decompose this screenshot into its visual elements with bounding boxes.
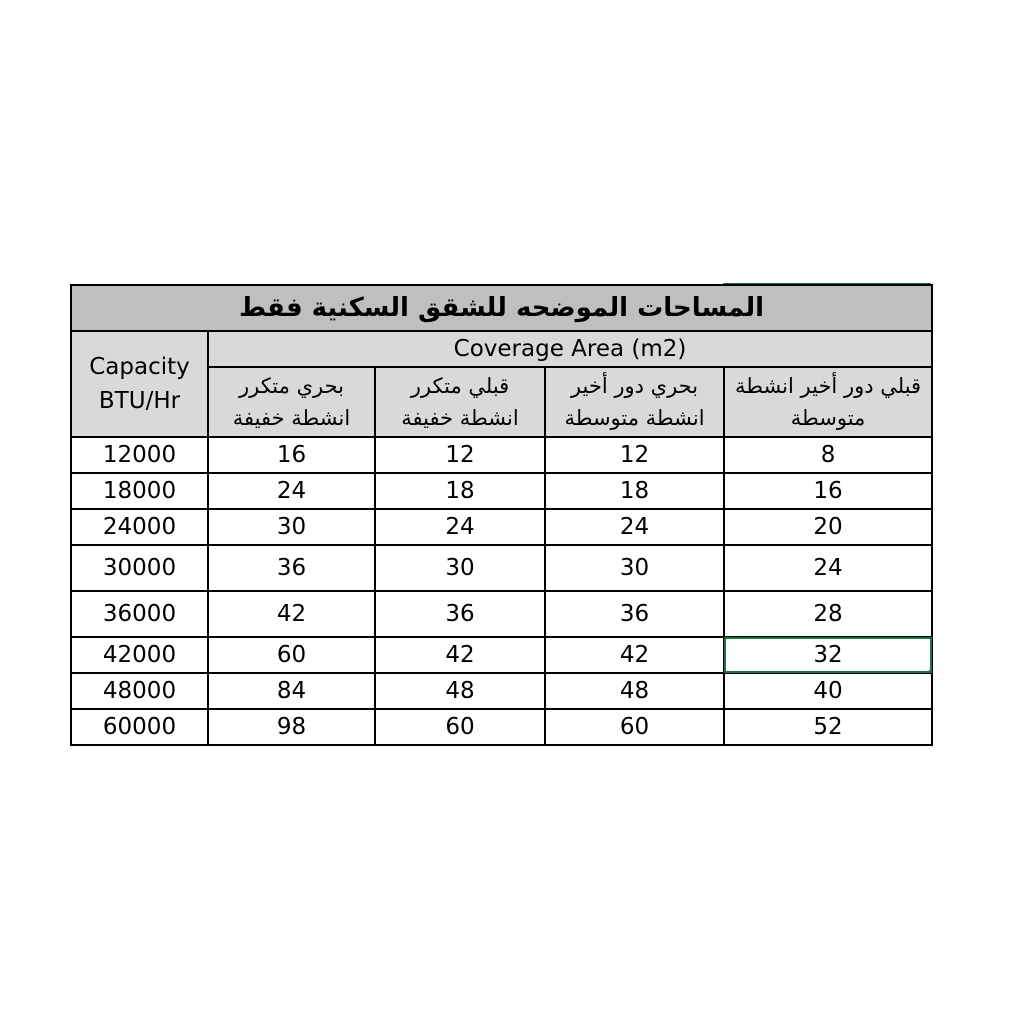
coverage-cell[interactable]: 30 <box>375 545 545 591</box>
table-row <box>71 545 932 591</box>
column-header-1[interactable] <box>208 367 375 437</box>
coverage-cell[interactable]: 12 <box>545 437 724 473</box>
coverage-cell[interactable]: 24 <box>375 509 545 545</box>
coverage-cell[interactable]: 42 <box>208 591 375 637</box>
coverage-cell[interactable]: 84 <box>208 673 375 709</box>
coverage-cell[interactable]: 24 <box>724 545 932 591</box>
spreadsheet-area <box>70 284 933 746</box>
capacity-header[interactable] <box>71 331 208 437</box>
capacity-cell[interactable]: 42000 <box>71 637 208 673</box>
table-row <box>71 509 932 545</box>
coverage-cell[interactable]: 8 <box>724 437 932 473</box>
coverage-cell[interactable]: 40 <box>724 673 932 709</box>
table-title[interactable]: المساحات الموضحه للشقق السكنية فقط <box>71 285 932 331</box>
capacity-cell[interactable]: 18000 <box>71 473 208 509</box>
coverage-cell[interactable]: 36 <box>208 545 375 591</box>
coverage-cell[interactable]: 18 <box>375 473 545 509</box>
coverage-table <box>70 284 933 746</box>
capacity-header-line1: Capacity <box>89 354 190 380</box>
table-row <box>71 709 932 745</box>
capacity-cell[interactable]: 30000 <box>71 545 208 591</box>
coverage-cell[interactable]: 16 <box>724 473 932 509</box>
table-row <box>71 591 932 637</box>
table-row <box>71 473 932 509</box>
column-header-4[interactable] <box>724 367 932 437</box>
coverage-cell[interactable]: 12 <box>375 437 545 473</box>
coverage-cell[interactable]: 30 <box>208 509 375 545</box>
selected-cell[interactable]: 32 <box>724 637 932 673</box>
column-header-line1: قبلي متكرر <box>410 374 510 398</box>
column-header-line2: انشطة خفيفة <box>232 406 351 430</box>
table-row <box>71 437 932 473</box>
column-header-line1: قبلي دور أخير انشطة <box>734 374 922 398</box>
coverage-cell[interactable]: 28 <box>724 591 932 637</box>
coverage-cell[interactable]: 20 <box>724 509 932 545</box>
coverage-cell[interactable]: 36 <box>545 591 724 637</box>
column-header-line1: بحري دور أخير <box>570 374 699 398</box>
column-header-line2: متوسطة <box>790 406 866 430</box>
column-header-line2: انشطة متوسطة <box>564 406 705 430</box>
coverage-cell[interactable]: 36 <box>375 591 545 637</box>
coverage-cell[interactable]: 24 <box>208 473 375 509</box>
coverage-area-header[interactable]: Coverage Area (m2) <box>208 331 932 367</box>
column-header-line1: بحري متكرر <box>238 374 344 398</box>
coverage-cell[interactable]: 48 <box>375 673 545 709</box>
table-row <box>71 673 932 709</box>
coverage-cell[interactable]: 60 <box>545 709 724 745</box>
coverage-cell[interactable]: 98 <box>208 709 375 745</box>
capacity-cell[interactable]: 36000 <box>71 591 208 637</box>
capacity-cell[interactable]: 24000 <box>71 509 208 545</box>
coverage-cell[interactable]: 60 <box>375 709 545 745</box>
coverage-cell[interactable]: 18 <box>545 473 724 509</box>
coverage-cell[interactable]: 60 <box>208 637 375 673</box>
column-header-2[interactable] <box>375 367 545 437</box>
coverage-cell[interactable]: 48 <box>545 673 724 709</box>
coverage-cell[interactable]: 52 <box>724 709 932 745</box>
coverage-cell[interactable]: 42 <box>375 637 545 673</box>
capacity-cell[interactable]: 48000 <box>71 673 208 709</box>
table-row <box>71 637 932 673</box>
capacity-header-line2: BTU/Hr <box>98 388 181 414</box>
coverage-cell[interactable]: 30 <box>545 545 724 591</box>
coverage-cell[interactable]: 24 <box>545 509 724 545</box>
coverage-cell[interactable]: 16 <box>208 437 375 473</box>
column-header-line2: انشطة خفيفة <box>401 406 519 430</box>
column-header-3[interactable] <box>545 367 724 437</box>
capacity-cell[interactable]: 12000 <box>71 437 208 473</box>
coverage-cell[interactable]: 42 <box>545 637 724 673</box>
capacity-cell[interactable]: 60000 <box>71 709 208 745</box>
